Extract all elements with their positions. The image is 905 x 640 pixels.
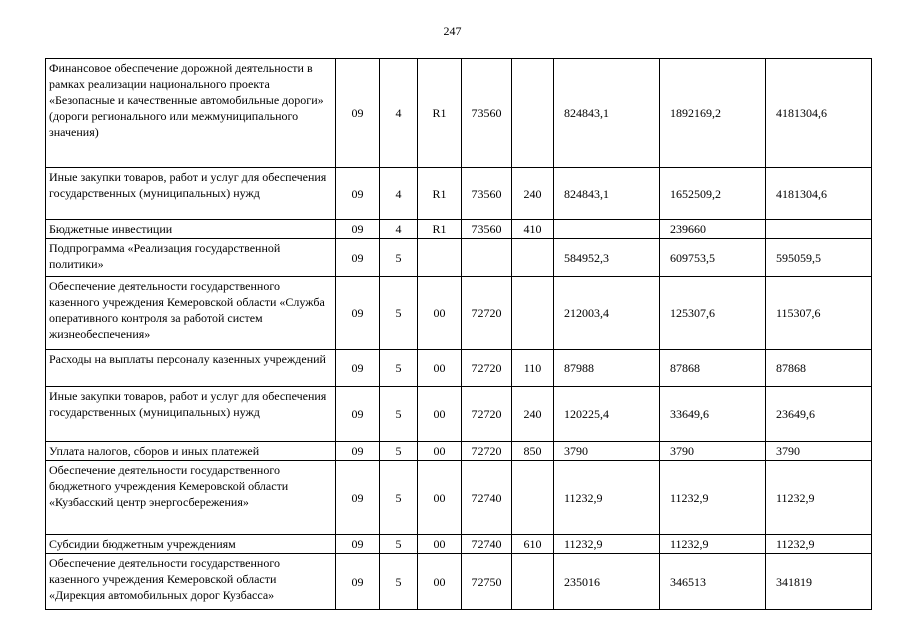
- target-code: 73560: [462, 220, 512, 239]
- amount-year-1: 235016: [554, 554, 660, 610]
- subsection-code: 5: [380, 461, 418, 535]
- amount-year-1: 3790: [554, 442, 660, 461]
- amount-year-3: 595059,5: [766, 239, 872, 277]
- subsection-code: 5: [380, 277, 418, 350]
- subsection-code: 5: [380, 387, 418, 442]
- program-code: 00: [418, 535, 462, 554]
- target-code: [462, 239, 512, 277]
- table-row: [46, 461, 872, 535]
- section-code: 09: [336, 461, 380, 535]
- target-code: 72720: [462, 350, 512, 387]
- budget-table: [45, 58, 872, 610]
- amount-year-1: 824843,1: [554, 168, 660, 220]
- subsection-code: 4: [380, 168, 418, 220]
- expense-type-code: 610: [512, 535, 554, 554]
- table-row: [46, 168, 872, 220]
- section-code: 09: [336, 535, 380, 554]
- row-name: Подпрограмма «Реализация государственной политики»: [46, 239, 336, 277]
- target-code: 72750: [462, 554, 512, 610]
- amount-year-2: 33649,6: [660, 387, 766, 442]
- row-name: Обеспечение деятельности государственного казенного учреждения Кемеровской области «Служба оперативного контроля за работой систем жизнеобеспечения»: [46, 277, 336, 350]
- section-code: 09: [336, 168, 380, 220]
- program-code: 00: [418, 350, 462, 387]
- subsection-code: 4: [380, 220, 418, 239]
- amount-year-2: 609753,5: [660, 239, 766, 277]
- amount-year-2: 1892169,2: [660, 59, 766, 168]
- row-name: Бюджетные инвестиции: [46, 220, 336, 239]
- target-code: 72720: [462, 442, 512, 461]
- expense-type-code: 850: [512, 442, 554, 461]
- table-row: [46, 535, 872, 554]
- amount-year-1: 584952,3: [554, 239, 660, 277]
- table-row: [46, 239, 872, 277]
- row-name: Субсидии бюджетным учреждениям: [46, 535, 336, 554]
- amount-year-2: 239660: [660, 220, 766, 239]
- amount-year-3: 11232,9: [766, 535, 872, 554]
- amount-year-1: 824843,1: [554, 59, 660, 168]
- expense-type-code: 240: [512, 168, 554, 220]
- amount-year-3: 341819: [766, 554, 872, 610]
- section-code: 09: [336, 442, 380, 461]
- section-code: 09: [336, 554, 380, 610]
- page-number: 247: [443, 24, 462, 38]
- table-row: [46, 554, 872, 610]
- amount-year-3: [766, 220, 872, 239]
- table-row: [46, 442, 872, 461]
- row-name: Расходы на выплаты персоналу казенных учреждений: [46, 350, 336, 387]
- amount-year-2: 11232,9: [660, 461, 766, 535]
- row-name: Иные закупки товаров, работ и услуг для обеспечения государственных (муниципальных) нужд: [46, 387, 336, 442]
- target-code: 73560: [462, 59, 512, 168]
- target-code: 72720: [462, 387, 512, 442]
- amount-year-3: 4181304,6: [766, 59, 872, 168]
- expense-type-code: [512, 239, 554, 277]
- section-code: 09: [336, 59, 380, 168]
- amount-year-2: 125307,6: [660, 277, 766, 350]
- program-code: 00: [418, 387, 462, 442]
- amount-year-1: 120225,4: [554, 387, 660, 442]
- amount-year-3: 11232,9: [766, 461, 872, 535]
- expense-type-code: [512, 461, 554, 535]
- amount-year-3: 3790: [766, 442, 872, 461]
- expense-type-code: 110: [512, 350, 554, 387]
- amount-year-1: 11232,9: [554, 461, 660, 535]
- program-code: 00: [418, 277, 462, 350]
- amount-year-3: 115307,6: [766, 277, 872, 350]
- target-code: 73560: [462, 168, 512, 220]
- amount-year-1: 11232,9: [554, 535, 660, 554]
- subsection-code: 5: [380, 239, 418, 277]
- section-code: 09: [336, 220, 380, 239]
- section-code: 09: [336, 387, 380, 442]
- amount-year-1: 212003,4: [554, 277, 660, 350]
- expense-type-code: [512, 554, 554, 610]
- table-row: [46, 350, 872, 387]
- section-code: 09: [336, 277, 380, 350]
- table-row: [46, 277, 872, 350]
- row-name: Финансовое обеспечение дорожной деятельности в рамках реализации национального проекта «Безопасные и качественные автомобильные дороги» (дороги регионального или межмуниципального значения): [46, 59, 336, 168]
- row-name: Обеспечение деятельности государственного бюджетного учреждения Кемеровской области «Кузбасский центр энергосбережения»: [46, 461, 336, 535]
- subsection-code: 5: [380, 535, 418, 554]
- program-code: [418, 239, 462, 277]
- row-name: Уплата налогов, сборов и иных платежей: [46, 442, 336, 461]
- amount-year-2: 87868: [660, 350, 766, 387]
- amount-year-2: 1652509,2: [660, 168, 766, 220]
- program-code: 00: [418, 554, 462, 610]
- amount-year-2: 11232,9: [660, 535, 766, 554]
- amount-year-2: 3790: [660, 442, 766, 461]
- table-row: [46, 387, 872, 442]
- expense-type-code: 240: [512, 387, 554, 442]
- target-code: 72740: [462, 535, 512, 554]
- subsection-code: 5: [380, 442, 418, 461]
- expense-type-code: [512, 277, 554, 350]
- target-code: 72740: [462, 461, 512, 535]
- table-row: [46, 220, 872, 239]
- row-name: Иные закупки товаров, работ и услуг для обеспечения государственных (муниципальных) нужд: [46, 168, 336, 220]
- subsection-code: 5: [380, 554, 418, 610]
- expense-type-code: [512, 59, 554, 168]
- amount-year-1: [554, 220, 660, 239]
- program-code: R1: [418, 220, 462, 239]
- section-code: 09: [336, 239, 380, 277]
- subsection-code: 4: [380, 59, 418, 168]
- expense-type-code: 410: [512, 220, 554, 239]
- table-row: [46, 59, 872, 168]
- target-code: 72720: [462, 277, 512, 350]
- amount-year-3: 4181304,6: [766, 168, 872, 220]
- amount-year-3: 23649,6: [766, 387, 872, 442]
- row-name: Обеспечение деятельности государственного казенного учреждения Кемеровской области «Дирекция автомобильных дорог Кузбасса»: [46, 554, 336, 610]
- program-code: R1: [418, 168, 462, 220]
- program-code: 00: [418, 442, 462, 461]
- amount-year-2: 346513: [660, 554, 766, 610]
- amount-year-3: 87868: [766, 350, 872, 387]
- section-code: 09: [336, 350, 380, 387]
- program-code: 00: [418, 461, 462, 535]
- subsection-code: 5: [380, 350, 418, 387]
- program-code: R1: [418, 59, 462, 168]
- amount-year-1: 87988: [554, 350, 660, 387]
